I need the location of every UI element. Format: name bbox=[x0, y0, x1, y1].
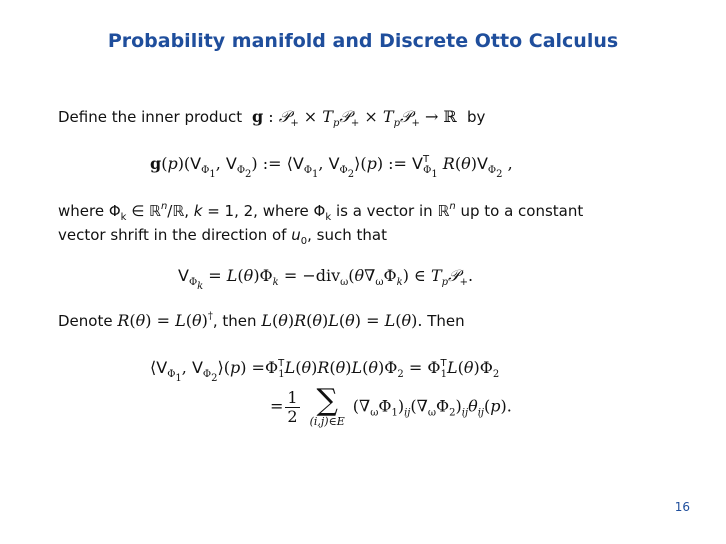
where-line-1: where $\Phi_k$ ∈ ℝ$^n$/ℝ, k = 1, 2, where $\Phi_k$ is a vector in ℝ$^n$ up to a constant bbox=[58, 201, 584, 223]
definition-by: by bbox=[466, 108, 486, 126]
summation: ∑ (i,j)∈E bbox=[309, 383, 345, 428]
equation-velocity: $V_{\Phi_k} = L(\theta)\Phi_k = -div_\omega(\theta\nabla_\omega\Phi_k)$ ∈ $T_p𝒫_+$. bbox=[178, 266, 474, 292]
definition-line bbox=[58, 106, 485, 128]
page-number: 16 bbox=[674, 500, 690, 514]
fraction-one-half: $\frac{1}{2}$ bbox=[287, 387, 298, 426]
definition-text: Define the inner product bbox=[58, 108, 243, 126]
equation-expansion-line-1: $⟨V_{\Phi_1}$, $V_{\Phi_2}⟩(p) =\Phi^T_1L(\theta)R(\theta)L(\theta)\Phi_2 = \Phi^T_1L(\theta)\Phi_2$ bbox=[150, 358, 500, 384]
equation-expansion-line-2: = $\frac{1}{2}$ ∑ (i,j)∈E $(\nabla_\omega\Phi_1)_{ij}(\nabla_\omega\Phi_2)_{ij}\theta_{ij}(p)$. bbox=[270, 383, 512, 428]
definition-math: g : 𝒫$_+$ × $T_p𝒫_+$ × $T_p𝒫_+$ → ℝ bbox=[252, 107, 467, 129]
slide-title: Probability manifold and Discrete Otto Calculus bbox=[107, 30, 619, 52]
where-line-2: vector shrift in the direction of $u_0$, such that bbox=[58, 226, 387, 247]
denote-line: Denote R(θ) = L(θ)†, then L(θ)R(θ)L(θ) = L(θ). Then bbox=[58, 311, 465, 330]
equation-inner-product: $g(p)(V_{\Phi_1}$, $V_{\Phi_2}$) := $⟨V_{\Phi_1}$, $V_{\Phi_2}⟩(p)$ := $V^T_{\Phi_1}$ $R(\theta)V_{\Phi_2}$ , bbox=[150, 154, 513, 180]
